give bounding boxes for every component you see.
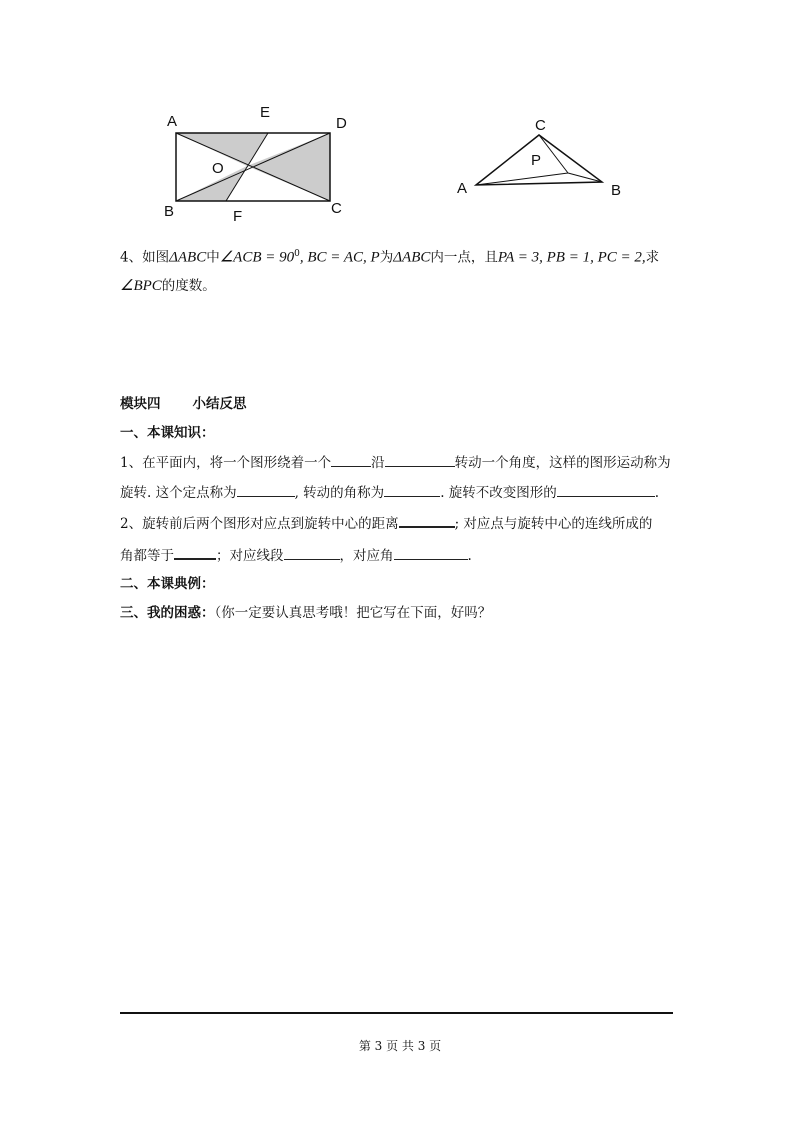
label-a: A	[457, 180, 468, 197]
item1-text: . 旋转不改变图形的	[440, 485, 557, 501]
label-e: E	[260, 104, 271, 121]
label-d: D	[336, 115, 347, 132]
triangle-abc-symbol: ΔABC	[393, 249, 431, 266]
label-b: B	[164, 203, 175, 220]
label-f: F	[233, 208, 243, 225]
problem4-text: 的度数。	[161, 278, 216, 294]
label-c: C	[331, 200, 342, 217]
item1-text: 1、在平面内，将一个图形绕着一个	[120, 455, 332, 471]
fill-blank[interactable]	[237, 482, 295, 497]
item1-text: 旋转. 这个定点称为	[120, 485, 237, 501]
item1-text: .	[654, 485, 660, 501]
item1-text: , 转动的角称为	[294, 485, 385, 501]
item2-text: ; 对应点与旋转中心的连线所成的	[454, 516, 653, 532]
fill-blank[interactable]	[557, 482, 655, 497]
section-3-text: （你一定要认真思考哦！把它写在下面，好吗？	[214, 605, 492, 621]
module-subtitle: 小结反思	[192, 396, 247, 412]
label-o: O	[212, 160, 224, 177]
label-p: P	[531, 152, 542, 169]
fill-blank[interactable]	[284, 545, 340, 560]
page-number: 第 3 页 共 3 页	[358, 1039, 442, 1053]
section-heading-1: 一、本课知识：	[120, 425, 215, 441]
module-title: 模块四	[120, 396, 161, 412]
fill-blank[interactable]	[385, 452, 455, 467]
problem4-line2	[120, 276, 216, 296]
angle-bpc-symbol: ∠BPC	[120, 278, 162, 294]
item1-line2	[120, 482, 659, 503]
problem4-text: 为	[379, 249, 394, 266]
fill-blank[interactable]	[384, 482, 440, 497]
item2-text: ，对应角	[339, 548, 394, 564]
degree-superscript: 0	[294, 249, 300, 259]
item1-text: 转动一个角度，这样的图形运动称为	[454, 455, 671, 471]
item2-line2	[120, 544, 472, 566]
item2-line1	[120, 512, 652, 534]
item1-text: 沿	[371, 455, 385, 471]
section-3	[120, 603, 491, 623]
problem4-prefix: 4、如图	[120, 249, 170, 266]
footer-divider	[120, 1012, 673, 1014]
problem4-text: 求	[645, 249, 660, 266]
section-heading-3: 三、我的困惑：	[120, 605, 215, 621]
side-condition: , BC = AC, P	[299, 249, 380, 266]
fill-blank[interactable]	[331, 452, 371, 467]
module-heading	[120, 394, 247, 414]
fill-blank[interactable]	[174, 544, 216, 560]
label-c: C	[535, 117, 546, 134]
triangle-abc-symbol: ΔABC	[169, 249, 207, 266]
item2-text: 2、旋转前后两个图形对应点到旋转中心的距离	[120, 516, 399, 532]
fill-blank[interactable]	[394, 545, 468, 560]
label-b: B	[611, 182, 622, 199]
fill-blank[interactable]	[399, 512, 455, 528]
item2-text: ；对应线段	[216, 548, 284, 564]
angle-condition: ∠ACB = 90	[219, 249, 295, 266]
item2-text: 角都等于	[120, 548, 174, 564]
problem4-text: 中	[206, 249, 220, 266]
section-heading-2: 二、本课典例：	[120, 576, 215, 592]
item1-line1	[120, 452, 671, 473]
problem4-line1	[120, 244, 659, 268]
length-condition: PA = 3, PB = 1, PC = 2,	[497, 249, 646, 266]
label-a: A	[167, 113, 178, 130]
item2-text: .	[467, 548, 472, 564]
problem4-text: 内一点，且	[430, 249, 498, 266]
